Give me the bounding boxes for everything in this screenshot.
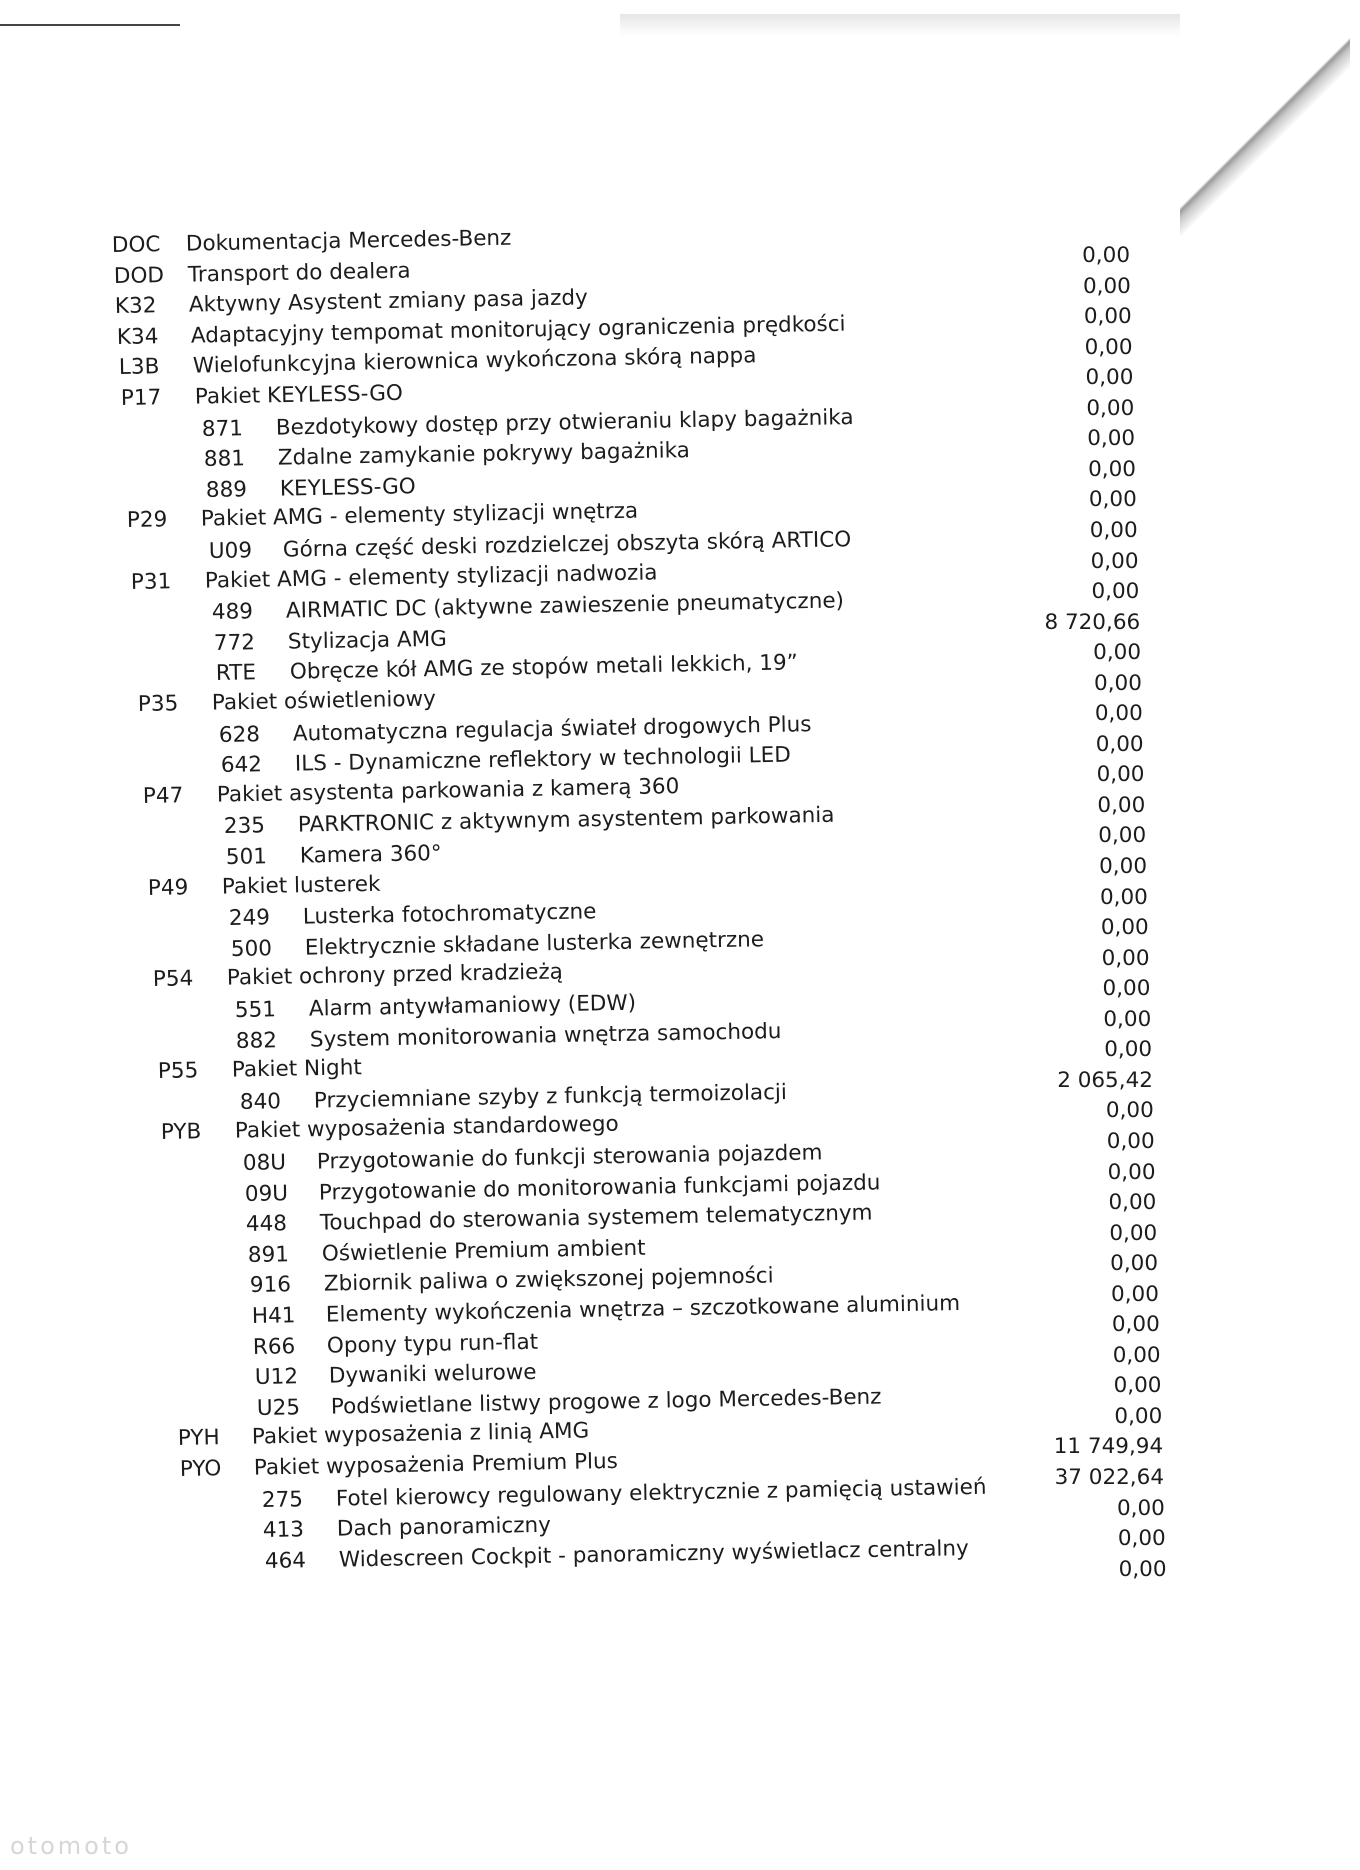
- option-code: 09U: [244, 1180, 288, 1207]
- price-value: 0,00: [1110, 1251, 1159, 1277]
- price-value: 0,00: [1084, 334, 1133, 360]
- price-value: 0,00: [1100, 915, 1149, 941]
- option-code: 891: [247, 1242, 290, 1268]
- price-value: 0,00: [1113, 1373, 1162, 1399]
- price-value: 0,00: [1090, 548, 1139, 574]
- price-value: 8 720,66: [1044, 609, 1141, 635]
- option-description: Dokumentacja Mercedes-Benz: [185, 225, 512, 257]
- option-description: Zbiornik paliwa o zwiększonej pojemności: [323, 1263, 774, 1298]
- option-code: 448: [246, 1211, 288, 1238]
- price-value: 37 022,64: [1054, 1465, 1164, 1490]
- option-description: ILS - Dynamiczne reflektory w technologii LED: [294, 742, 791, 777]
- option-code: 275: [261, 1486, 303, 1513]
- option-code: 464: [264, 1548, 307, 1574]
- option-description: AIRMATIC DC (aktywne zawieszenie pneumatyczne): [286, 588, 845, 624]
- option-description: Górna część deski rozdzielczej obszyta skórą ARTICO: [282, 527, 852, 563]
- price-value: 0,00: [1105, 1098, 1154, 1124]
- option-description: Pakiet AMG - elementy stylizacji nadwozia: [204, 559, 658, 594]
- option-description: Podświetlane listwy progowe z logo Mercedes-Benz: [330, 1384, 882, 1420]
- option-description: Transport do dealera: [187, 258, 411, 288]
- option-code: K34: [116, 324, 159, 350]
- price-value: 0,00: [1112, 1342, 1161, 1368]
- option-code: 916: [249, 1272, 292, 1299]
- option-code: PYH: [178, 1425, 221, 1452]
- option-description: Dach panoramiczny: [337, 1512, 552, 1542]
- price-value: 0,00: [1082, 273, 1131, 299]
- price-value: 0,00: [1109, 1220, 1158, 1246]
- option-code: P29: [127, 507, 168, 534]
- price-value: 0,00: [1117, 1526, 1166, 1552]
- option-description: Zdalne zamykanie pokrywy bagażnika: [277, 438, 690, 471]
- option-code: 772: [213, 630, 256, 656]
- option-code: 882: [235, 1027, 278, 1054]
- option-description: Touchpad do sterowania systemem telematycznym: [320, 1200, 874, 1236]
- option-description: Widescreen Cockpit - panoramiczny wyświetlacz centralny: [338, 1535, 970, 1573]
- option-description: Fotel kierowcy regulowany elektrycznie z pamięcią ustawień: [335, 1474, 987, 1512]
- option-description: Opony typu run-flat: [326, 1329, 539, 1359]
- price-value: 0,00: [1101, 945, 1150, 971]
- option-code: U12: [254, 1364, 299, 1391]
- price-value: 0,00: [1088, 456, 1136, 482]
- option-description: Aktywny Asystent zmiany pasa jazdy: [189, 285, 589, 318]
- option-code: P47: [142, 783, 184, 809]
- option-description: KEYLESS-GO: [279, 473, 416, 502]
- option-code: 413: [263, 1517, 305, 1544]
- price-value: 0,00: [1082, 243, 1130, 268]
- option-code: U25: [256, 1395, 300, 1421]
- price-value: 0,00: [1118, 1556, 1167, 1582]
- option-description: Pakiet oświetleniowy: [211, 686, 436, 716]
- option-code: 889: [205, 477, 247, 503]
- price-value: 2 065,42: [1057, 1067, 1153, 1093]
- option-code: P49: [147, 874, 189, 901]
- option-code: 881: [203, 446, 246, 473]
- option-code: U09: [208, 538, 253, 564]
- option-code: 501: [225, 844, 268, 870]
- price-value: 0,00: [1107, 1159, 1156, 1185]
- price-value: 0,00: [1087, 426, 1136, 452]
- option-code: 08U: [242, 1150, 287, 1176]
- price-value: 0,00: [1089, 517, 1138, 543]
- option-description: Obręcze kół AMG ze stopów metali lekkich, 19”: [289, 650, 798, 686]
- price-value: 0,00: [1096, 762, 1145, 788]
- option-code: 500: [230, 936, 273, 962]
- option-code: P31: [130, 568, 172, 595]
- option-description: System monitorowania wnętrza samochodu: [309, 1018, 782, 1053]
- option-description: Pakiet wyposażenia Premium Plus: [253, 1448, 619, 1481]
- price-value: 0,00: [1111, 1312, 1160, 1338]
- option-code: DOC: [111, 232, 161, 258]
- price-value: 0,00: [1091, 579, 1140, 605]
- option-description: Pakiet asystenta parkowania z kamerą 360: [216, 773, 680, 808]
- price-value: 0,00: [1083, 304, 1132, 330]
- option-code: 489: [212, 599, 254, 626]
- option-description: Pakiet wyposażenia z linią AMG: [251, 1418, 590, 1451]
- option-code: P35: [137, 691, 178, 717]
- price-value: 0,00: [1086, 395, 1135, 421]
- option-description: Dywaniki welurowe: [328, 1360, 537, 1389]
- option-description: Lusterka fotochromatyczne: [303, 899, 598, 930]
- option-code: 642: [220, 752, 263, 779]
- option-description: PARKTRONIC z aktywnym asystentem parkowania: [297, 803, 835, 839]
- option-description: Pakiet Night: [231, 1055, 362, 1083]
- price-value: 0,00: [1106, 1128, 1155, 1154]
- option-code: P17: [120, 385, 161, 411]
- price-value: 0,00: [1097, 792, 1146, 818]
- price-value: 11 749,94: [1053, 1434, 1164, 1460]
- option-description: Pakiet lusterek: [221, 871, 381, 900]
- option-code: RTE: [215, 660, 257, 687]
- option-code: DOD: [113, 262, 164, 289]
- option-code: R66: [252, 1333, 296, 1360]
- option-code: H41: [251, 1303, 296, 1329]
- option-description: Przyciemniane szyby z funkcją termoizolacji: [313, 1079, 787, 1114]
- option-description: Alarm antywłamaniowy (EDW): [308, 990, 636, 1022]
- price-value: 0,00: [1103, 1006, 1152, 1032]
- price-value: 0,00: [1104, 1037, 1153, 1063]
- price-value: 0,00: [1088, 487, 1137, 513]
- price-value: 0,00: [1093, 640, 1142, 666]
- price-value: 0,00: [1094, 701, 1143, 727]
- option-description: Pakiet wyposażenia standardowego: [234, 1112, 620, 1145]
- option-description: Oświetlenie Premium ambient: [321, 1235, 646, 1267]
- price-value: 0,00: [1095, 731, 1144, 757]
- price-value: 0,00: [1116, 1495, 1165, 1521]
- price-value: 0,00: [1111, 1281, 1159, 1307]
- option-code: L3B: [118, 354, 160, 381]
- option-description: Pakiet AMG - elementy stylizacji wnętrza: [200, 499, 639, 533]
- option-description: Pakiet KEYLESS-GO: [194, 380, 403, 410]
- option-code: PYO: [179, 1456, 222, 1482]
- option-description: Przygotowanie do monitorowania funkcjami pojazdu: [318, 1169, 881, 1206]
- option-description: Adaptacyjny tempomat monitorujący ograniczenia prędkości: [190, 311, 846, 349]
- option-code: 551: [234, 997, 276, 1023]
- option-code: 628: [218, 721, 261, 748]
- option-description: Elektrycznie składane lusterka zewnętrzne: [304, 927, 765, 961]
- option-code: K32: [115, 293, 158, 320]
- option-description: Wielofunkcyjna kierownica wykończona skórą nappa: [192, 343, 757, 380]
- price-value: 0,00: [1085, 365, 1134, 391]
- option-code: 840: [239, 1089, 281, 1115]
- price-value: 0,00: [1098, 823, 1147, 849]
- price-value: 0,00: [1094, 670, 1142, 696]
- option-code: P55: [157, 1058, 199, 1085]
- price-value: 0,00: [1099, 854, 1147, 879]
- option-code: P54: [152, 966, 194, 993]
- option-description: Pakiet ochrony przed kradzieżą: [226, 959, 563, 992]
- option-description: Stylizacja AMG: [287, 626, 448, 655]
- option-description: Przygotowanie do funkcji sterowania pojazdem: [316, 1140, 823, 1175]
- price-value: 0,00: [1099, 884, 1148, 910]
- option-code: 235: [224, 813, 266, 840]
- price-value: 0,00: [1108, 1190, 1157, 1216]
- option-code: 871: [201, 415, 244, 442]
- option-code: PYB: [161, 1119, 202, 1146]
- option-description: Elementy wykończenia wnętrza – szczotkowane aluminium: [325, 1291, 960, 1328]
- watermark: otomoto: [10, 1832, 132, 1860]
- option-description: Kamera 360°: [299, 841, 442, 869]
- price-value: 0,00: [1114, 1403, 1163, 1429]
- option-code: 249: [229, 905, 271, 932]
- option-description: Bezdotykowy dostęp przy otwieraniu klapy bagażnika: [275, 404, 854, 441]
- option-description: Automatyczna regulacja świateł drogowych Plus: [292, 711, 812, 747]
- price-value: 0,00: [1102, 976, 1151, 1002]
